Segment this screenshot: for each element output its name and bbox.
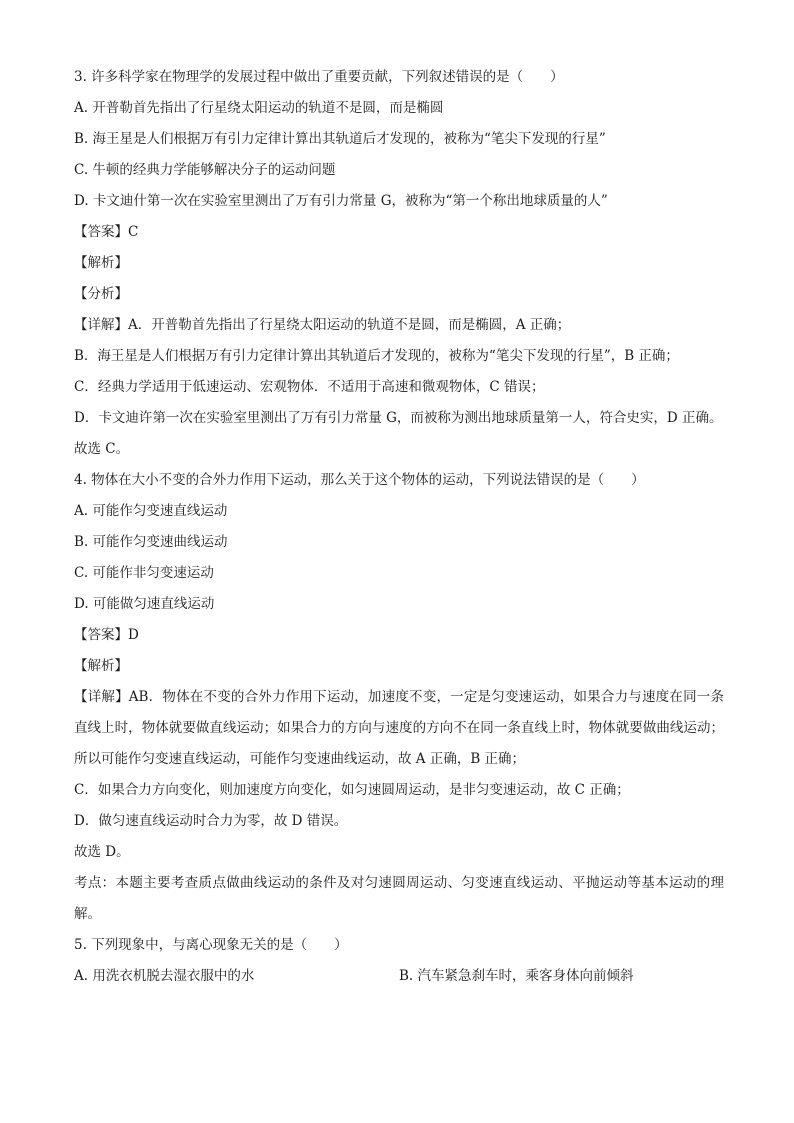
question-4-conclusion: 故选 D。 [74, 844, 130, 860]
question-3-detail-c: C．经典力学适用于低速运动、宏观物体．不适用于高速和微观物体，C 错误； [74, 379, 545, 395]
question-3-detail-b: B．海王星是人们根据万有引力定律计算出其轨道后才发现的，被称为“笔尖下发现的行星”，B 正确； [74, 348, 679, 364]
question-4-stem: 4. 物体在大小不变的合外力作用下运动，那么关于这个物体的运动，下列说法错误的是（ ） [74, 472, 645, 488]
question-3-fenxi-label: 【分析】 [74, 286, 128, 302]
question-3-option-b: B. 海王星是人们根据万有引力定律计算出其轨道后才发现的，被称为“笔尖下发现的行星” [74, 131, 606, 147]
question-4-option-d: D. 可能做匀速直线运动 [74, 596, 215, 612]
question-3-detail-d: D．卡文迪许第一次在实验室里测出了万有引力常量 G，而被称为测出地球质量第一人，符合史实，D 正确。 [74, 410, 723, 426]
question-4-detail-ab: 【详解】AB．物体在不变的合外力作用下运动，加速度不变，一定是匀变速运动，如果合力与速度在同一条直线上时，物体就要做直线运动；如果合力的方向与速度的方向不在同一条直线上时，物体就要做曲线运动；所以可能作匀变速直线运动，可能作匀变速曲线运动，故 A 正确，B 正确； [74, 689, 724, 767]
question-3-analysis-label: 【解析】 [74, 255, 128, 271]
question-4-option-a: A. 可能作匀变速直线运动 [74, 503, 228, 519]
question-3-answer: 【答案】C [74, 224, 139, 240]
question-4-detail-c: C．如果合力方向变化，则加速度方向变化，如匀速圆周运动，是非匀变速运动，故 C 正确； [74, 782, 630, 798]
question-5-stem: 5. 下列现象中，与离心现象无关的是（ ） [74, 937, 348, 953]
question-3-option-c: C. 牛顿的经典力学能够解决分子的运动问题 [74, 162, 336, 178]
question-4-analysis-label: 【解析】 [74, 658, 128, 674]
question-4-option-b: B. 可能作匀变速曲线运动 [74, 534, 228, 550]
question-5-option-b: B. 汽车紧急刹车时，乘客身体向前倾斜 [399, 968, 634, 984]
question-4-option-c: C. 可能作非匀变速运动 [74, 565, 214, 581]
question-3-option-d: D. 卡文迪什第一次在实验室里测出了万有引力常量 G，被称为“第一个称出地球质量的人” [74, 193, 608, 209]
question-3-option-a: A. 开普勒首先指出了行星绕太阳运动的轨道不是圆，而是椭圆 [74, 100, 444, 116]
question-4-answer: 【答案】D [74, 627, 139, 643]
question-3-stem: 3. 许多科学家在物理学的发展过程中做出了重要贡献，下列叙述错误的是（ ） [74, 69, 564, 85]
question-3-conclusion: 故选 C。 [74, 441, 130, 457]
question-5-options-row [74, 961, 724, 992]
document-page [74, 62, 724, 992]
question-5-option-a: A. 用洗衣机脱去湿衣服中的水 [74, 968, 255, 984]
question-4-kaodian: 考点：本题主要考查质点做曲线运动的条件及对匀速圆周运动、匀变速直线运动、平抛运动等基本运动的理解。 [74, 875, 724, 922]
question-4-detail-d: D．做匀速直线运动时合力为零，故 D 错误。 [74, 813, 348, 829]
question-3-detail-a: 【详解】A．开普勒首先指出了行星绕太阳运动的轨道不是圆，而是椭圆，A 正确； [74, 317, 571, 333]
